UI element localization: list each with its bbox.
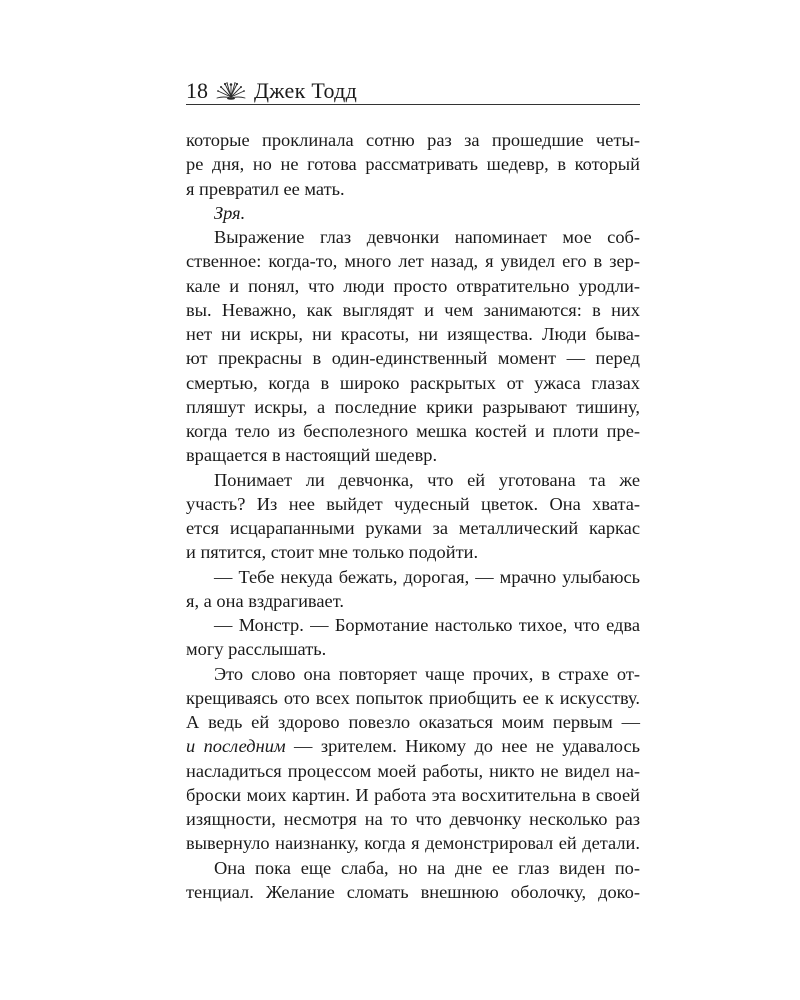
text-line: которые проклинала сотню раз за прошедшие четы- — [186, 130, 640, 150]
text-line: я превратил ее мать. — [186, 178, 345, 199]
author-name: Джек Тодд — [254, 78, 358, 103]
text-line: когда тело из бесполезного мешка костей и плоти пре- — [186, 421, 640, 441]
text-line: — Монстр. — Бормотание настолько тихое, что едва — [214, 615, 640, 635]
text-line: Она пока еще слаба, но на дне ее глаз виден по- — [214, 857, 640, 878]
text-line: Это слово она повторяет чаще прочих, в страхе от- — [214, 663, 640, 684]
running-head — [186, 70, 640, 104]
italic-text: Зря. — [214, 202, 246, 223]
text-line: ственное: когда-то, много лет назад, я увидел его в зер- — [186, 251, 640, 272]
floral-ornament-icon — [214, 80, 248, 102]
text-line: нет ни искры, ни красоты, ни изящества. Люди быва- — [186, 324, 640, 344]
text-line: Выражение глаз девчонки напоминает мое соб- — [214, 227, 640, 247]
text-line: пляшут искры, а последние крики разрывают тишину, — [186, 396, 640, 417]
text-line: вращается в настоящий шедевр. — [186, 445, 438, 466]
text-line: и пятится, стоит мне только подойти. — [186, 542, 479, 563]
text-line: изящности, несмотря на то что девчонку несколько раз — [186, 809, 640, 829]
text-line: ют прекрасны в один-единственный момент — перед — [186, 348, 640, 369]
header-rule — [186, 104, 640, 105]
text-line: А ведь ей здорово повезло оказаться моим первым — — [186, 712, 640, 732]
text-line: вы. Неважно, как выглядят и чем занимаются: в них — [186, 299, 640, 320]
text-line: Понимает ли девчонка, что ей уготована та же — [214, 469, 640, 490]
text-line — [186, 201, 640, 225]
text-line: кале и понял, что люди просто отвратительно уродли- — [186, 275, 640, 296]
text-line: ется исцарапанными руками за металлический каркас — [186, 518, 640, 538]
text-line: тенциал. Желание сломать внешнюю оболочку, доко- — [186, 881, 640, 902]
text-line — [186, 734, 640, 758]
italic-text: и последним — [186, 736, 286, 757]
text-fragment: — зрителем. Никому до нее не удавалось — [285, 736, 640, 757]
text-line: насладиться процессом моей работы, никто не видел на- — [186, 760, 640, 781]
text-line: крещиваясь ото всех попыток приобщить ее к искусству. — [186, 687, 640, 708]
text-line: броски моих картин. И работа эта восхитительна в своей — [186, 784, 640, 805]
text-line: вывернуло наизнанку, когда я демонстрировал ей детали. — [186, 833, 640, 854]
text-line: ре дня, но не готова рассматривать шедевр, в который — [186, 154, 640, 175]
text-line: — Тебе некуда бежать, дорогая, — мрачно улыбаюсь — [214, 566, 640, 587]
page-number: 18 — [186, 78, 208, 103]
text-line: участь? Из нее выйдет чудесный цветок. Она хвата- — [186, 493, 640, 514]
text-line: я, а она вздрагивает. — [186, 590, 344, 611]
text-line: смертью, когда в широко раскрытых от ужаса глазах — [186, 372, 640, 393]
text-line: могу расслышать. — [186, 639, 327, 660]
body-text — [186, 128, 640, 904]
